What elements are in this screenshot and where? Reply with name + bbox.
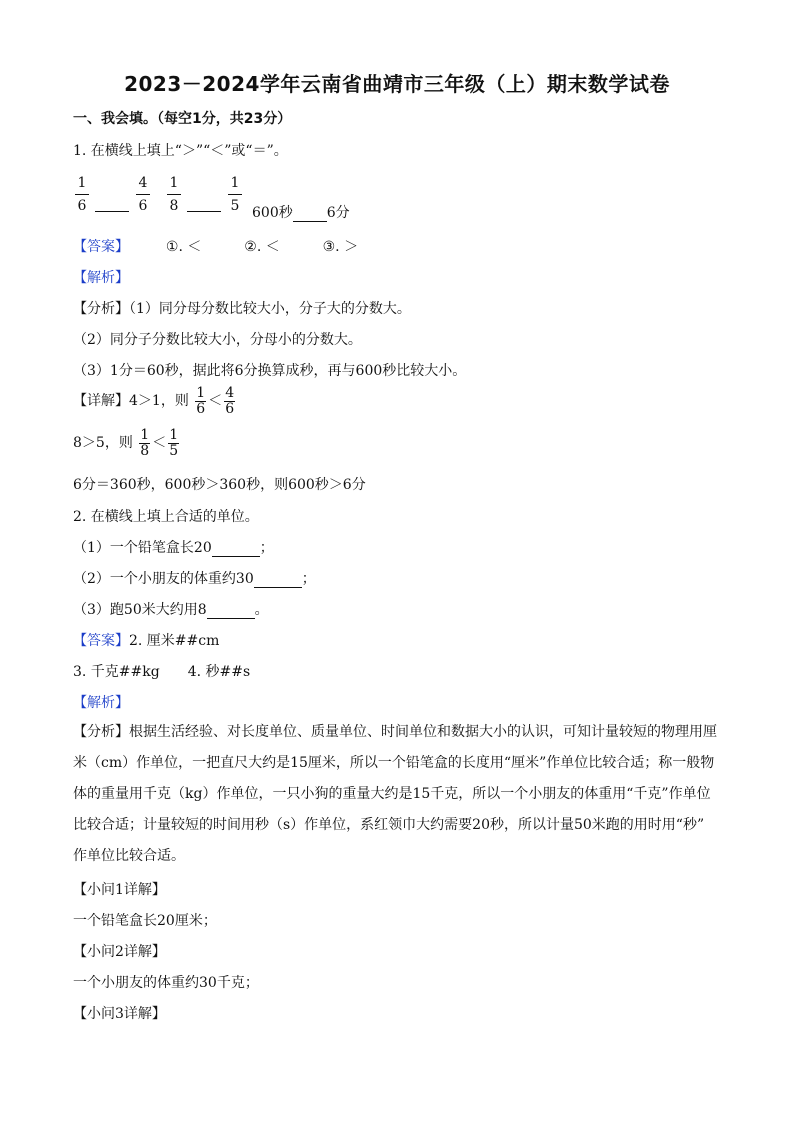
numerator: 4 (225, 385, 235, 401)
fenxi-line (73, 717, 723, 748)
numerator: 1 (196, 385, 206, 401)
fenxi-line: 作单位比较合适。 (73, 848, 185, 864)
answer-blank[interactable] (212, 556, 260, 557)
answer-1: ①. ＜ (165, 239, 202, 255)
q1-answer-row (73, 236, 358, 256)
denominator: 5 (169, 442, 179, 459)
q2-answer-row (73, 630, 219, 650)
q2-xw1-tag: 【小问1详解】 (73, 882, 166, 898)
fenxi-line: 比较合适；计量较短的时间用秒（s）作单位，系红领巾大约需要20秒，所以计量50米跑的用时用“秒” (73, 817, 705, 833)
item-c-left: 600秒 (252, 205, 293, 221)
section-heading: 一、我会填。（每空1分，共23分） (73, 111, 292, 127)
denominator: 6 (138, 198, 148, 215)
q2-sub-1 (73, 537, 274, 557)
answer-tag: 【答案】 (73, 633, 129, 649)
fenxi-tag: 【分析】 (73, 724, 129, 740)
operator: ＜ (208, 393, 223, 410)
q2-xw1-text: 一个铅笔盒长20厘米； (73, 913, 217, 929)
q1-item-a (73, 172, 152, 218)
q1-fenxi-2: （2）同分子分数比较大小，分母小的分数大。 (73, 332, 362, 348)
q1-detail-3: 6分＝360秒，600秒＞360秒，则600秒＞6分 (73, 477, 366, 493)
fraction (75, 172, 89, 218)
q1-stem: 1. 在横线上填上“＞”“＜”或“＝”。 (73, 143, 288, 159)
denominator: 6 (196, 400, 206, 417)
sub-text: （2）一个小朋友的体重约30 (73, 571, 254, 587)
q1-detail-1 (73, 386, 237, 416)
q2-xw2-tag: 【小问2详解】 (73, 944, 166, 960)
xiangjie-tag: 【详解】 (73, 393, 129, 410)
detail-prefix: 4＞1，则 (129, 393, 189, 410)
q2-stem: 2. 在横线上填上合适的单位。 (73, 509, 259, 525)
denominator: 5 (230, 198, 240, 215)
answer-line-1: 2. 厘米##cm (129, 633, 220, 649)
q1-detail-2 (73, 428, 181, 458)
sub-text: （3）跑50米大约用8 (73, 602, 207, 618)
sub-end: 。 (254, 602, 269, 618)
denominator: 6 (225, 400, 235, 417)
q1-item-c (252, 202, 350, 222)
fraction (228, 172, 242, 218)
q2-answer-row-2: 3. 千克##kg 4. 秒##s (73, 664, 251, 680)
answer-tag: 【答案】 (73, 239, 129, 255)
denominator: 8 (169, 198, 179, 215)
answer-blank[interactable] (95, 211, 129, 212)
numerator: 1 (230, 175, 240, 191)
answer-2: ②. ＜ (244, 239, 280, 255)
fraction (224, 386, 235, 416)
operator: ＜ (152, 435, 167, 452)
fraction (139, 428, 150, 458)
detail-prefix: 8＞5，则 (73, 435, 133, 452)
q1-fenxi-1 (73, 298, 411, 318)
page-title: 2023－2024学年云南省曲靖市三年级（上）期末数学试卷 (124, 72, 670, 96)
q1-item-b (165, 172, 244, 218)
fenxi-line: 体的重量用千克（kg）作单位，一只小狗的重量大约是15千克，所以一个小朋友的体重用“千克”作单位 (73, 786, 711, 802)
fenxi-line: 米（cm）作单位，一把直尺大约是15厘米，所以一个铅笔盒的长度用“厘米”作单位比较合适；称一般物 (73, 755, 715, 771)
denominator: 8 (140, 442, 150, 459)
q2-xw3-tag: 【小问3详解】 (73, 1006, 166, 1022)
fraction (167, 172, 181, 218)
q2-sub-2 (73, 568, 316, 588)
fraction (168, 428, 179, 458)
fenxi-text: （1）同分母分数比较大小，分子大的分数大。 (129, 301, 411, 317)
item-c-right: 6分 (326, 205, 350, 221)
numerator: 4 (138, 175, 148, 191)
q2-fenxi-paragraph (73, 717, 723, 872)
answer-blank[interactable] (187, 211, 221, 212)
answer-3: ③. ＞ (322, 239, 359, 255)
answer-blank[interactable] (207, 618, 255, 619)
fenxi-tag: 【分析】 (73, 301, 129, 317)
numerator: 1 (169, 175, 179, 191)
q2-sub-3 (73, 599, 269, 619)
fraction (195, 386, 206, 416)
numerator: 1 (77, 175, 87, 191)
sub-end: ； (301, 571, 316, 587)
fraction (136, 172, 150, 218)
sub-text: （1）一个铅笔盒长20 (73, 540, 212, 556)
q1-analysis-tag: 【解析】 (73, 270, 129, 286)
q2-analysis-tag: 【解析】 (73, 695, 129, 711)
fenxi-text: 根据生活经验、对长度单位、质量单位、时间单位和数据大小的认识，可知计量较短的物理用厘 (129, 724, 717, 740)
q1-fenxi-3: （3）1分＝60秒，据此将6分换算成秒，再与600秒比较大小。 (73, 363, 467, 379)
numerator: 1 (140, 427, 150, 443)
sub-end: ； (259, 540, 274, 556)
answer-blank[interactable] (254, 587, 302, 588)
denominator: 6 (77, 198, 87, 215)
numerator: 1 (169, 427, 179, 443)
answer-blank[interactable] (293, 221, 327, 222)
q2-xw2-text: 一个小朋友的体重约30千克； (73, 975, 259, 991)
